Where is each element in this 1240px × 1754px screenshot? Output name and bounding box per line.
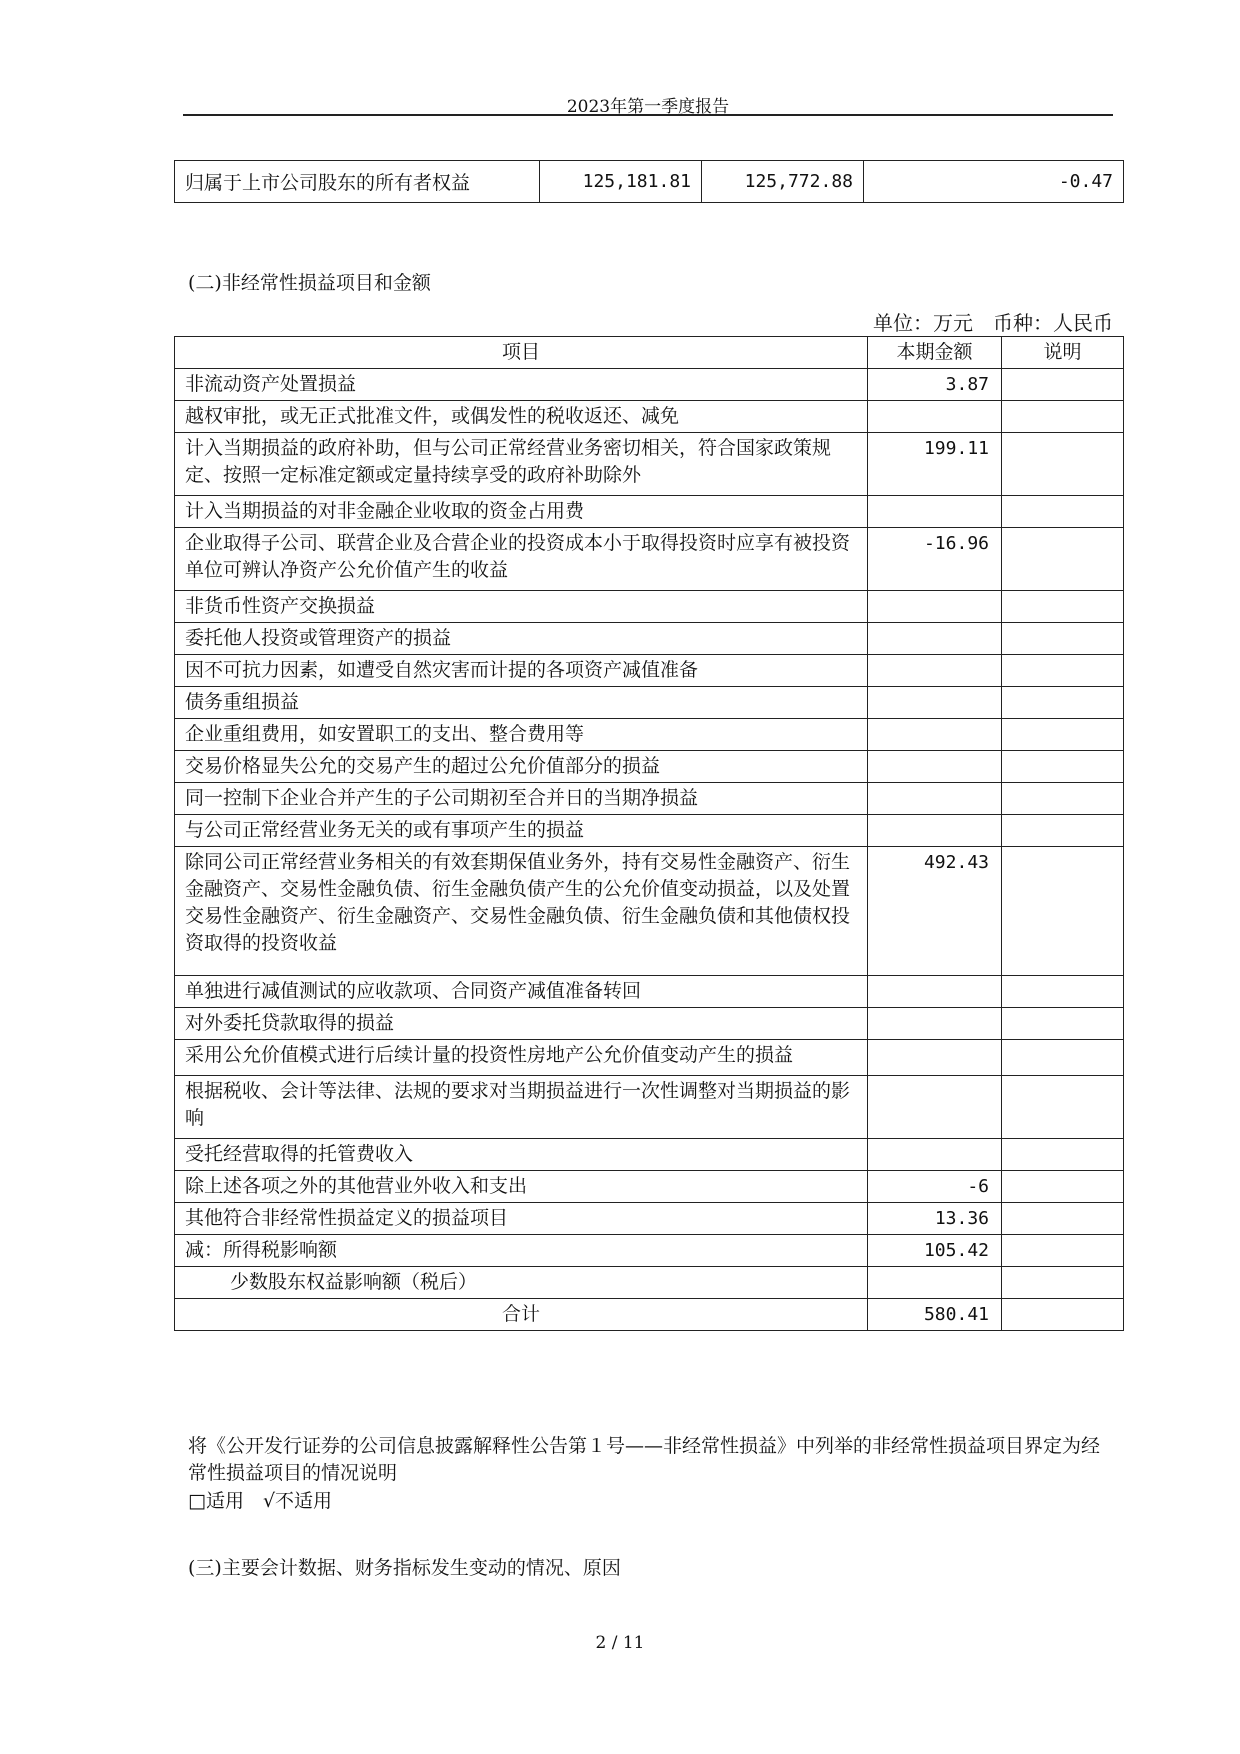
row-note: [1002, 687, 1124, 719]
table-row: [175, 1267, 1124, 1299]
row-item: 与公司正常经营业务无关的或有事项产生的损益: [175, 815, 868, 847]
table-row: [175, 751, 1124, 783]
row-item: 受托经营取得的托管费收入: [175, 1139, 868, 1171]
table-row: [175, 1203, 1124, 1235]
equity-change-pct: -0.47: [864, 161, 1124, 203]
nonrecurring-gains-table: [174, 336, 1124, 1331]
row-amount: 105.42: [868, 1235, 1002, 1267]
total-label: 合计: [175, 1299, 868, 1331]
row-amount: -16.96: [868, 528, 1002, 591]
row-note: [1002, 783, 1124, 815]
header-rule: [183, 114, 1113, 116]
table-row: [175, 528, 1124, 591]
row-amount: [868, 591, 1002, 623]
row-note: [1002, 369, 1124, 401]
row-note: [1002, 815, 1124, 847]
row-note: [1002, 496, 1124, 528]
unit-currency-line: 单位：万元 币种：人民币: [873, 311, 1113, 335]
row-amount: [868, 623, 1002, 655]
header-amount: 本期金额: [868, 337, 1002, 369]
table-row: [175, 1235, 1124, 1267]
row-item: 越权审批，或无正式批准文件，或偶发性的税收返还、减免: [175, 401, 868, 433]
equity-value-prior: 125,772.88: [702, 161, 864, 203]
row-amount: 13.36: [868, 1203, 1002, 1235]
row-note: [1002, 591, 1124, 623]
table-row: [175, 496, 1124, 528]
table-row: [175, 1139, 1124, 1171]
section-title-nonrecurring: (二)非经常性损益项目和金额: [188, 272, 431, 294]
header-item: 项目: [175, 337, 868, 369]
row-note: [1002, 1040, 1124, 1076]
row-amount: 492.43: [868, 847, 1002, 976]
table-row: [175, 161, 1124, 203]
table-header-row: [175, 337, 1124, 369]
row-note: [1002, 655, 1124, 687]
table-row: [175, 815, 1124, 847]
row-amount: [868, 815, 1002, 847]
row-note: [1002, 1235, 1124, 1267]
row-note: [1002, 1139, 1124, 1171]
row-amount: [868, 1040, 1002, 1076]
row-note: [1002, 751, 1124, 783]
table-row: [175, 847, 1124, 976]
table-row: [175, 369, 1124, 401]
table-row: [175, 976, 1124, 1008]
page-header: 2023年第一季度报告: [566, 97, 730, 117]
table-row: [175, 1040, 1124, 1076]
section-title-changes: (三)主要会计数据、财务指标发生变动的情况、原因: [188, 1557, 621, 1579]
table-row: [175, 687, 1124, 719]
row-item: 根据税收、会计等法律、法规的要求对当期损益进行一次性调整对当期损益的影响: [175, 1076, 868, 1139]
row-amount: 3.87: [868, 369, 1002, 401]
row-amount: -6: [868, 1171, 1002, 1203]
table-row: [175, 591, 1124, 623]
row-item: 非流动资产处置损益: [175, 369, 868, 401]
total-amount: 580.41: [868, 1299, 1002, 1331]
equity-table: [174, 160, 1124, 203]
row-note: [1002, 1203, 1124, 1235]
equity-value-current: 125,181.81: [540, 161, 702, 203]
row-item: 企业重组费用，如安置职工的支出、整合费用等: [175, 719, 868, 751]
note-paragraph: 将《公开发行证券的公司信息披露解释性公告第１号——非经常性损益》中列举的非经常性损益项目界定为经常性损益项目的情况说明: [188, 1435, 1101, 1484]
row-note: [1002, 847, 1124, 976]
total-note: [1002, 1299, 1124, 1331]
table-row: [175, 401, 1124, 433]
row-note: [1002, 528, 1124, 591]
row-item: 计入当期损益的政府补助，但与公司正常经营业务密切相关，符合国家政策规定、按照一定标准定额或定量持续享受的政府补助除外: [175, 433, 868, 496]
table-row: [175, 719, 1124, 751]
row-note: [1002, 976, 1124, 1008]
row-amount: [868, 719, 1002, 751]
row-amount: [868, 496, 1002, 528]
total-row: [175, 1299, 1124, 1331]
row-item: 减：所得税影响额: [175, 1235, 868, 1267]
row-note: [1002, 1267, 1124, 1299]
page-number: 2 / 11: [595, 1633, 645, 1653]
row-item: 非货币性资产交换损益: [175, 591, 868, 623]
equity-label: 归属于上市公司股东的所有者权益: [175, 161, 540, 203]
row-item: 单独进行减值测试的应收款项、合同资产减值准备转回: [175, 976, 868, 1008]
row-item: 除同公司正常经营业务相关的有效套期保值业务外，持有交易性金融资产、衍生金融资产、交易性金融负债、衍生金融负债产生的公允价值变动损益，以及处置交易性金融资产、衍生金融资产、交易性金融负债、衍生金融负债和其他债权投资取得的投资收益: [175, 847, 868, 976]
row-item: 采用公允价值模式进行后续计量的投资性房地产公允价值变动产生的损益: [175, 1040, 868, 1076]
row-amount: [868, 1267, 1002, 1299]
row-item: 交易价格显失公允的交易产生的超过公允价值部分的损益: [175, 751, 868, 783]
row-item: 少数股东权益影响额（税后）: [175, 1267, 868, 1299]
row-amount: [868, 687, 1002, 719]
table-row: [175, 1076, 1124, 1139]
row-item: 债务重组损益: [175, 687, 868, 719]
table-row: [175, 623, 1124, 655]
row-note: [1002, 1076, 1124, 1139]
row-amount: [868, 751, 1002, 783]
row-item: 其他符合非经常性损益定义的损益项目: [175, 1203, 868, 1235]
row-amount: [868, 1139, 1002, 1171]
row-note: [1002, 433, 1124, 496]
row-amount: [868, 976, 1002, 1008]
table-row: [175, 783, 1124, 815]
row-amount: [868, 783, 1002, 815]
row-note: [1002, 1008, 1124, 1040]
applicability-checkbox-line: □适用 √不适用: [188, 1490, 333, 1512]
row-item: 因不可抗力因素，如遭受自然灾害而计提的各项资产减值准备: [175, 655, 868, 687]
row-note: [1002, 623, 1124, 655]
row-item: 同一控制下企业合并产生的子公司期初至合并日的当期净损益: [175, 783, 868, 815]
row-item: 委托他人投资或管理资产的损益: [175, 623, 868, 655]
row-amount: [868, 655, 1002, 687]
table-row: [175, 655, 1124, 687]
row-amount: [868, 1076, 1002, 1139]
row-item: 计入当期损益的对非金融企业收取的资金占用费: [175, 496, 868, 528]
row-amount: 199.11: [868, 433, 1002, 496]
table-row: [175, 433, 1124, 496]
row-amount: [868, 1008, 1002, 1040]
row-item: 企业取得子公司、联营企业及合营企业的投资成本小于取得投资时应享有被投资单位可辨认净资产公允价值产生的收益: [175, 528, 868, 591]
table-row: [175, 1171, 1124, 1203]
row-note: [1002, 1171, 1124, 1203]
header-note: 说明: [1002, 337, 1124, 369]
row-note: [1002, 401, 1124, 433]
row-amount: [868, 401, 1002, 433]
row-item: 对外委托贷款取得的损益: [175, 1008, 868, 1040]
row-item: 除上述各项之外的其他营业外收入和支出: [175, 1171, 868, 1203]
row-note: [1002, 719, 1124, 751]
table-row: [175, 1008, 1124, 1040]
